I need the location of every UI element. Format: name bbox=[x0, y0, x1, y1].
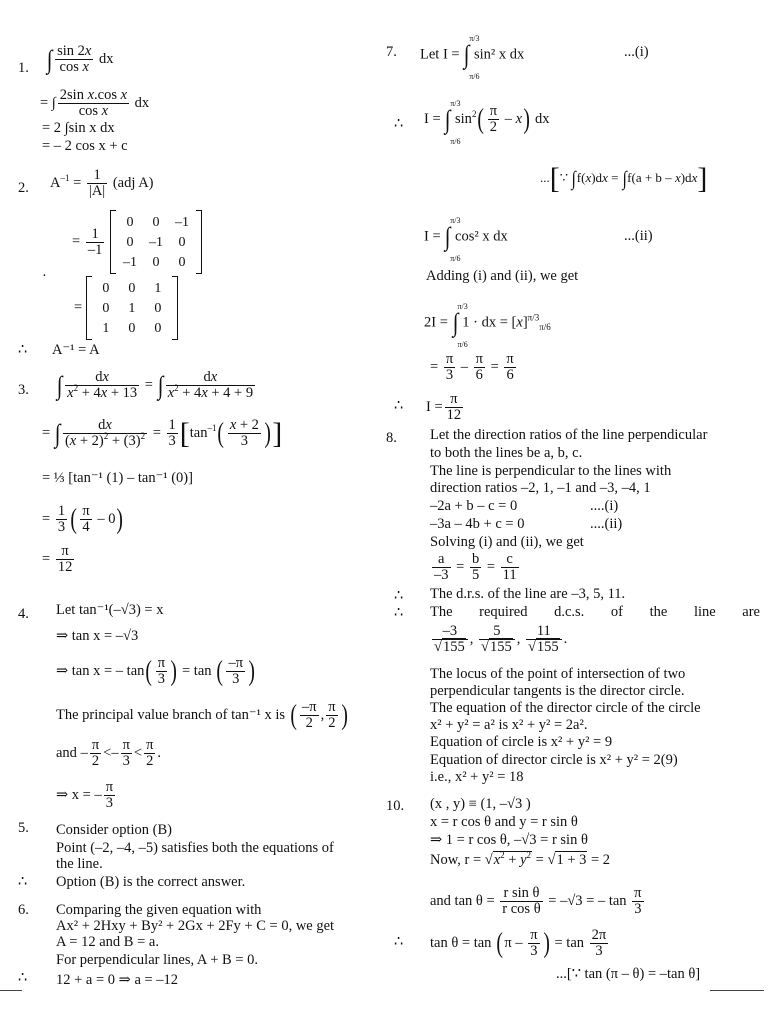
q2-matrix-2: = 0 0 1 0 1 0 1 0 0 bbox=[74, 276, 178, 340]
q3-line-4: = $\frac{1}{3}$ ( $\frac{\pi}{4}$ – 0) bbox=[42, 503, 124, 535]
q1-line-4: = – 2 cos x + c bbox=[42, 138, 128, 154]
q7-line-6: = $\frac{\pi}{3}$ – $\frac{\pi}{6}$ = $\frac{\pi}{6}$ bbox=[430, 351, 514, 383]
q8-line-9: The d.r.s. of the line are –3, 5, 11. bbox=[430, 586, 626, 602]
q3-line-3: = ⅓ [tan⁻¹ (1) – tan⁻¹ (0)] bbox=[42, 470, 193, 486]
q4-line-5: and – $\frac{\pi}{2}$ <– $\frac{\pi}{3}$ < $\frac{\pi}{2}$ . bbox=[56, 737, 162, 769]
q6-line-5: 12 + a = 0 ⇒ a = –12 bbox=[56, 972, 179, 988]
q2-number: 2. bbox=[18, 180, 29, 196]
therefore-symbol: ∴ bbox=[394, 934, 404, 950]
therefore-symbol: ∴ bbox=[394, 588, 404, 604]
q6-number: 6. bbox=[18, 902, 29, 918]
therefore-symbol: ∴ bbox=[394, 605, 404, 621]
q4-line-3: ⇒ tan x = – tan( $\frac{\pi}{3}$ ) = tan ( $\frac{-\pi}{3}$ ) bbox=[56, 655, 255, 687]
q5-line-1: Consider option (B) bbox=[56, 822, 172, 838]
therefore-symbol: ∴ bbox=[18, 970, 28, 986]
q7-property: ...[∵ ∫f(x)dx = ∫f(a + b – x)dx] bbox=[540, 162, 708, 195]
q9-line-2: perpendicular tangents is the director circle. bbox=[430, 683, 685, 699]
q7-line-4: Adding (i) and (ii), we get bbox=[426, 268, 579, 284]
q9-line-1: The locus of the point of intersection of two bbox=[430, 666, 686, 682]
q7-line-1: Let I = ∫ π/3 π/6 sin² x dx bbox=[420, 34, 525, 81]
q8-number: 8. bbox=[386, 430, 397, 446]
q1-line-1: ∫ $\frac{\sin 2x}{\text{cos x}}$ dx bbox=[46, 43, 114, 75]
q10-line-7: ...[∵ tan (π – θ) = –tan θ] bbox=[556, 966, 701, 982]
q7-line-2: I = ∫ π/3 π/6 $\sin^2$( $\frac{\pi}{2}$ – x) dx bbox=[424, 98, 550, 146]
therefore-symbol: ∴ bbox=[394, 116, 404, 132]
therefore-symbol: ∴ bbox=[18, 342, 28, 358]
q1-number: 1. bbox=[18, 60, 29, 76]
q2-line-1: $A^{-1}$ = $\frac{1}{|A|}$ (adj A) bbox=[50, 167, 154, 199]
q3-line-1: ∫ $\frac{dx}{x^2 + 4x + 13}$ = ∫ $\frac{dx}{x^2 + 4x + 4 + 9}$ bbox=[56, 369, 254, 401]
q1-line-3: = 2 ∫sin x dx bbox=[42, 120, 115, 136]
bullet-dot: · bbox=[42, 268, 47, 284]
q7-number: 7. bbox=[386, 44, 397, 60]
q4-line-2: ⇒ tan x = –√3 bbox=[56, 628, 139, 644]
q10-line-5: and tan θ = $\frac{\text{r sin θ}}{\text{r cos θ}}$ = –√3 = – tan $\frac{\pi}{3}$ bbox=[430, 885, 642, 917]
scan-mark bbox=[0, 990, 22, 991]
q7-line-3: I = ∫ π/3 π/6 cos² x dx bbox=[424, 216, 508, 263]
scan-mark bbox=[710, 990, 764, 991]
q8-line-5: –2a + b – c = 0 bbox=[430, 498, 518, 514]
q3-line-2: = ∫ $\frac{dx}{(x + 2)^2 + (3)^2}$ = $\frac{1}{3}$ [$\tan^{-1}$( $\frac{x + 2}{3}$ )] bbox=[42, 416, 283, 450]
q7-tag-1: ...(i) bbox=[624, 44, 649, 60]
q4-line-6: ⇒ x = – $\frac{\pi}{3}$ bbox=[56, 779, 114, 811]
q10-line-2: x = r cos θ and y = r sin θ bbox=[430, 814, 578, 830]
q9-line-6: Equation of director circle is x² + y² = 2(9) bbox=[430, 752, 678, 768]
q7-line-5: 2I = ∫ π/3 π/6 1 · dx = $[x]^{\pi/3}_{\pi/6}$ bbox=[424, 302, 551, 349]
q10-line-3: ⇒ 1 = r cos θ, –√3 = r sin θ bbox=[430, 832, 588, 848]
q9-line-3: The equation of the director circle of the circle bbox=[430, 700, 701, 716]
q8-tag-1: ....(i) bbox=[590, 498, 619, 514]
q10-line-4: Now, $r = √x^2 + y^2 = √1 + 3 = 2$ bbox=[430, 850, 611, 868]
q5-line-2: Point (–2, –4, –5) satisfies both the equations of bbox=[56, 840, 334, 856]
q2-matrix-1: = $\frac{1}{-1}$ 0 0 –1 0 –1 0 –1 0 0 bbox=[72, 210, 202, 274]
q8-line-11: $\frac{-3}{√155}$ , $\frac{5}{√155}$ , $\frac{11}{√155}$ . bbox=[434, 623, 568, 655]
q9-line-5: Equation of circle is x² + y² = 9 bbox=[430, 734, 613, 750]
therefore-symbol: ∴ bbox=[394, 398, 404, 414]
q4-number: 4. bbox=[18, 606, 29, 622]
q6-line-4: For perpendicular lines, A + B = 0. bbox=[56, 952, 259, 968]
q7-tag-2: ...(ii) bbox=[624, 228, 653, 244]
q6-line-3: A = 12 and B = a. bbox=[56, 934, 159, 950]
q9-line-7: i.e., x² + y² = 18 bbox=[430, 769, 524, 785]
q6-line-2: Ax² + 2Hxy + By² + 2Gx + 2Fy + C = 0, we get bbox=[56, 918, 335, 934]
q2-result: A⁻¹ = A bbox=[52, 342, 100, 358]
therefore-symbol: ∴ bbox=[18, 874, 28, 890]
q1-line-2: = ∫ $\frac{\text{2sin x.cos x}}{\text{cos x}}$ dx bbox=[40, 87, 150, 119]
q8-line-6: –3a – 4b + c = 0 bbox=[430, 516, 525, 532]
q10-line-1: (x , y) ≡ (1, –√3 ) bbox=[430, 796, 531, 812]
q8-line-4: direction ratios –2, 1, –1 and –3, –4, 1 bbox=[430, 480, 651, 496]
q8-tag-2: ....(ii) bbox=[590, 516, 623, 532]
q9-line-4: x² + y² = a² is x² + y² = 2a². bbox=[430, 717, 588, 733]
q10-line-6: tan θ = tan (π – $\frac{\pi}{3}$ ) = tan $\frac{2\pi}{3}$ bbox=[430, 927, 607, 959]
q6-line-1: Comparing the given equation with bbox=[56, 902, 262, 918]
q8-line-8: $\frac{a}{-3}$ = $\frac{b}{5}$ = $\frac{c}{11}$ bbox=[434, 551, 517, 583]
q8-line-2: to both the lines be a, b, c. bbox=[430, 445, 583, 461]
q5-number: 5. bbox=[18, 820, 29, 836]
q8-line-7: Solving (i) and (ii), we get bbox=[430, 534, 584, 550]
q3-line-5: = $\frac{\pi}{12}$ bbox=[42, 543, 73, 575]
q7-line-7: I = $\frac{\pi}{12}$ bbox=[426, 391, 462, 423]
q8-line-3: The line is perpendicular to the lines with bbox=[430, 463, 672, 479]
q4-line-4: The principal value branch of tan⁻¹ x is ( $\frac{-\pi}{2}$ , $\frac{\pi}{2}$ ) bbox=[56, 699, 348, 731]
q5-line-3: the line. bbox=[56, 856, 103, 872]
q4-line-1: Let tan⁻¹(–√3) = x bbox=[56, 602, 164, 618]
q8-line-1: Let the direction ratios of the line perpendicular bbox=[430, 427, 708, 443]
q10-number: 10. bbox=[386, 798, 405, 814]
q8-line-10: The required d.c.s. of the line are bbox=[430, 604, 760, 620]
q5-line-4: Option (B) is the correct answer. bbox=[56, 874, 246, 890]
q3-number: 3. bbox=[18, 382, 29, 398]
